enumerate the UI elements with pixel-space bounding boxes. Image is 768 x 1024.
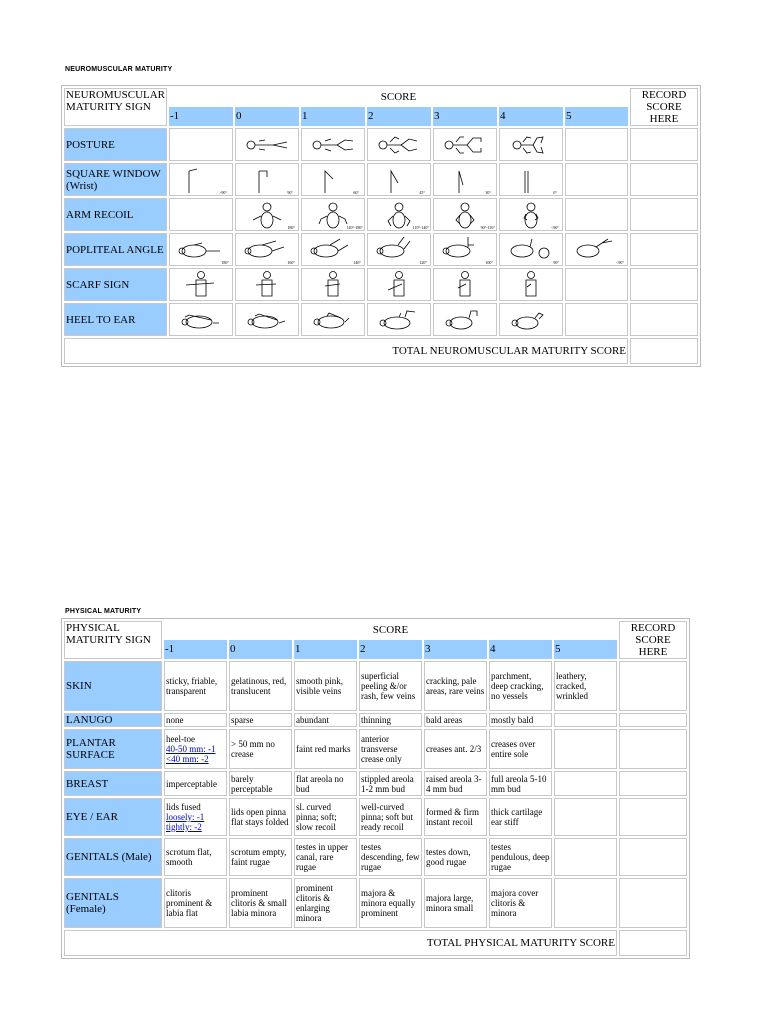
posture-figure	[301, 128, 365, 161]
angle-label: 180°	[221, 259, 230, 265]
pm-cell: sparse	[229, 713, 292, 727]
nm-record-cell[interactable]	[630, 268, 698, 301]
arm-recoil-figure	[235, 198, 299, 231]
heel-to-ear-figure	[499, 303, 563, 336]
scarf-sign-figure	[301, 268, 365, 301]
square-window-figure	[169, 163, 233, 196]
heel-to-ear-figure	[433, 303, 497, 336]
angle-label: 0°	[553, 189, 558, 195]
nm-record-cell[interactable]	[630, 198, 698, 231]
pm-cell: creases ant. 2/3	[424, 729, 487, 769]
popliteal-figure	[301, 233, 365, 266]
angle-label: 90°	[553, 259, 560, 265]
nm-record-cell[interactable]	[630, 233, 698, 266]
square-window-figure	[235, 163, 299, 196]
eye-link-loosely[interactable]: loosely: -1	[166, 812, 205, 822]
pm-row-eye-ear: EYE / EAR	[64, 798, 162, 836]
pm-record-cell[interactable]	[619, 661, 687, 711]
nm-score-col: 1	[301, 107, 365, 126]
pm-cell: majora cover clitoris & minora	[489, 878, 552, 928]
pm-cell: gelatinous, red, translucent	[229, 661, 292, 711]
plantar-link-less-40mm[interactable]: <40 mm: -2	[166, 754, 209, 764]
pm-cell	[554, 798, 617, 836]
nm-row-arm-recoil: ARM RECOIL	[64, 198, 167, 231]
angle-label: 90°-110°	[480, 224, 496, 230]
pm-cell: superficial peeling &/or rash, few veins	[359, 661, 422, 711]
pm-record-cell[interactable]	[619, 838, 687, 876]
nm-row-square-window: SQUARE WINDOW (Wrist)	[64, 163, 167, 196]
pm-header-score: SCORE	[372, 623, 409, 636]
pm-cell	[554, 878, 617, 928]
heel-to-ear-figure	[235, 303, 299, 336]
pm-cell	[554, 771, 617, 796]
arm-recoil-figure	[301, 198, 365, 231]
posture-figure	[433, 128, 497, 161]
nm-cell	[565, 128, 628, 161]
angle-label: 120°	[419, 259, 428, 265]
nm-score-col: 4	[499, 107, 563, 126]
pm-cell: sl. curved pinna; soft; slow recoil	[294, 798, 357, 836]
pm-header-record: RECORD SCORE HERE	[619, 621, 687, 659]
heel-to-ear-figure	[301, 303, 365, 336]
angle-label: 110°-140°	[412, 224, 430, 230]
scarf-sign-figure	[367, 268, 431, 301]
arm-recoil-figure	[433, 198, 497, 231]
scarf-sign-figure	[169, 268, 233, 301]
nm-score-col: 3	[433, 107, 497, 126]
scarf-sign-figure	[235, 268, 299, 301]
square-window-figure	[367, 163, 431, 196]
pm-cell: lids open pinna flat stays folded	[229, 798, 292, 836]
arm-recoil-figure	[367, 198, 431, 231]
pm-row-genitals-female: GENITALS (Female)	[64, 878, 162, 928]
eye-link-tightly[interactable]: tightly: -2	[166, 822, 202, 832]
pm-cell: majora large, minora small	[424, 878, 487, 928]
arm-recoil-figure	[499, 198, 563, 231]
nm-header-score: SCORE	[380, 90, 417, 103]
pm-cell: prominent clitoris & enlarging minora	[294, 878, 357, 928]
angle-label: <90°	[551, 224, 560, 230]
pm-cell: smooth pink, visible veins	[294, 661, 357, 711]
nm-cell	[169, 198, 233, 231]
pm-cell: imperceptable	[164, 771, 227, 796]
neuromuscular-section-title: NEUROMUSCULAR MATURITY	[65, 66, 173, 73]
pm-cell: mostly bald	[489, 713, 552, 727]
nm-total-label: TOTAL NEUROMUSCULAR MATURITY SCORE	[64, 338, 628, 364]
pm-cell: raised areola 3-4 mm bud	[424, 771, 487, 796]
pm-cell: cracking, pale areas, rare veins	[424, 661, 487, 711]
nm-record-cell[interactable]	[630, 303, 698, 336]
pm-record-cell[interactable]	[619, 771, 687, 796]
pm-cell: prominent clitoris & small labia minora	[229, 878, 292, 928]
popliteal-figure	[367, 233, 431, 266]
nm-cell	[565, 268, 628, 301]
nm-row-scarf-sign: SCARF SIGN	[64, 268, 167, 301]
nm-record-cell[interactable]	[630, 163, 698, 196]
angle-label: 180°	[287, 224, 296, 230]
square-window-figure	[499, 163, 563, 196]
angle-label: 30°	[485, 189, 492, 195]
plantar-link-40-50mm[interactable]: 40-50 mm: -1	[166, 744, 216, 754]
heel-to-ear-figure	[169, 303, 233, 336]
pm-cell: flat areola no bud	[294, 771, 357, 796]
nm-row-posture: POSTURE	[64, 128, 167, 161]
nm-cell	[565, 163, 628, 196]
nm-total-record-cell[interactable]	[630, 338, 698, 364]
posture-figure	[235, 128, 299, 161]
pm-cell: stippled areola 1-2 mm bud	[359, 771, 422, 796]
pm-row-skin: SKIN	[64, 661, 162, 711]
square-window-figure	[301, 163, 365, 196]
pm-total-record-cell[interactable]	[619, 930, 687, 956]
pm-row-lanugo: LANUGO	[64, 713, 162, 727]
pm-header-sign: PHYSICAL MATURITY SIGN	[64, 621, 162, 659]
posture-figure	[499, 128, 563, 161]
pm-cell: leathery, cracked, wrinkled	[554, 661, 617, 711]
pm-cell: bald areas	[424, 713, 487, 727]
angle-label: 60°	[353, 189, 360, 195]
popliteal-figure	[499, 233, 563, 266]
nm-score-col: -1	[169, 107, 233, 126]
pm-cell: none	[164, 713, 227, 727]
pm-cell: barely perceptable	[229, 771, 292, 796]
pm-cell	[554, 729, 617, 769]
angle-label: <90°	[616, 259, 625, 265]
pm-record-cell[interactable]	[619, 713, 687, 727]
pm-cell: faint red marks	[294, 729, 357, 769]
pm-row-breast: BREAST	[64, 771, 162, 796]
pm-cell: formed & firm instant recoil	[424, 798, 487, 836]
pm-cell: scrotum empty, faint rugae	[229, 838, 292, 876]
neuromuscular-table	[61, 85, 701, 367]
pm-cell: testes in upper canal, rare rugae	[294, 838, 357, 876]
pm-cell: well-curved pinna; soft but ready recoil	[359, 798, 422, 836]
pm-cell: testes descending, few rugae	[359, 838, 422, 876]
pm-cell-text: heel-toe	[166, 734, 195, 744]
pm-score-col: 5	[554, 640, 617, 659]
nm-cell	[169, 128, 233, 161]
pm-cell: abundant	[294, 713, 357, 727]
scarf-sign-figure	[499, 268, 563, 301]
pm-cell	[554, 838, 617, 876]
angle-label: 140°-180°	[346, 224, 364, 230]
pm-row-plantar-surface: PLANTAR SURFACE	[64, 729, 162, 769]
angle-label: 160°	[287, 259, 296, 265]
pm-cell	[554, 713, 617, 727]
pm-cell: scrotum flat, smooth	[164, 838, 227, 876]
pm-cell: parchment, deep cracking, no vessels	[489, 661, 552, 711]
heel-to-ear-figure	[367, 303, 431, 336]
popliteal-figure	[169, 233, 233, 266]
popliteal-figure	[235, 233, 299, 266]
pm-cell: clitoris prominent & labia flat	[164, 878, 227, 928]
pm-score-col: -1	[164, 640, 227, 659]
nm-record-cell[interactable]	[630, 128, 698, 161]
pm-cell: thinning	[359, 713, 422, 727]
pm-record-cell[interactable]	[619, 878, 687, 928]
pm-cell: anterior transverse crease only	[359, 729, 422, 769]
nm-score-col: 2	[367, 107, 431, 126]
nm-header-sign: NEUROMUSCULAR MATURITY SIGN	[64, 88, 167, 126]
pm-cell: testes pendulous, deep rugae	[489, 838, 552, 876]
pm-cell	[164, 798, 227, 836]
pm-record-cell[interactable]	[619, 729, 687, 769]
pm-cell: sticky, friable, transparent	[164, 661, 227, 711]
angle-label: >90°	[219, 189, 228, 195]
pm-cell-text: lids fused	[166, 802, 201, 812]
pm-total-label: TOTAL PHYSICAL MATURITY SCORE	[64, 930, 617, 956]
physical-section-title: PHYSICAL MATURITY	[65, 608, 142, 615]
pm-record-cell[interactable]	[619, 798, 687, 836]
nm-row-heel-to-ear: HEEL TO EAR	[64, 303, 167, 336]
pm-score-col: 3	[424, 640, 487, 659]
pm-score-col: 1	[294, 640, 357, 659]
angle-label: 45°	[419, 189, 426, 195]
pm-cell: testes down, good rugae	[424, 838, 487, 876]
angle-label: 100°	[485, 259, 494, 265]
pm-score-col: 4	[489, 640, 552, 659]
pm-cell: majora & minora equally prominent	[359, 878, 422, 928]
pm-cell	[164, 729, 227, 769]
pm-score-col: 0	[229, 640, 292, 659]
pm-cell: > 50 mm no crease	[229, 729, 292, 769]
nm-row-popliteal-angle: POPLITEAL ANGLE	[64, 233, 167, 266]
nm-cell	[565, 198, 628, 231]
angle-label: 90°	[287, 189, 294, 195]
physical-table	[61, 618, 690, 959]
pm-cell: thick cartilage ear stiff	[489, 798, 552, 836]
nm-score-col: 0	[235, 107, 299, 126]
nm-header-record: RECORD SCORE HERE	[630, 88, 698, 126]
pm-score-col: 2	[359, 640, 422, 659]
scarf-sign-figure	[433, 268, 497, 301]
pm-cell: creases over entire sole	[489, 729, 552, 769]
pm-row-genitals-male: GENITALS (Male)	[64, 838, 162, 876]
nm-score-col: 5	[565, 107, 628, 126]
pm-cell: full areola 5-10 mm bud	[489, 771, 552, 796]
popliteal-figure	[433, 233, 497, 266]
popliteal-figure	[565, 233, 628, 266]
posture-figure	[367, 128, 431, 161]
square-window-figure	[433, 163, 497, 196]
angle-label: 140°	[353, 259, 362, 265]
nm-cell	[565, 303, 628, 336]
